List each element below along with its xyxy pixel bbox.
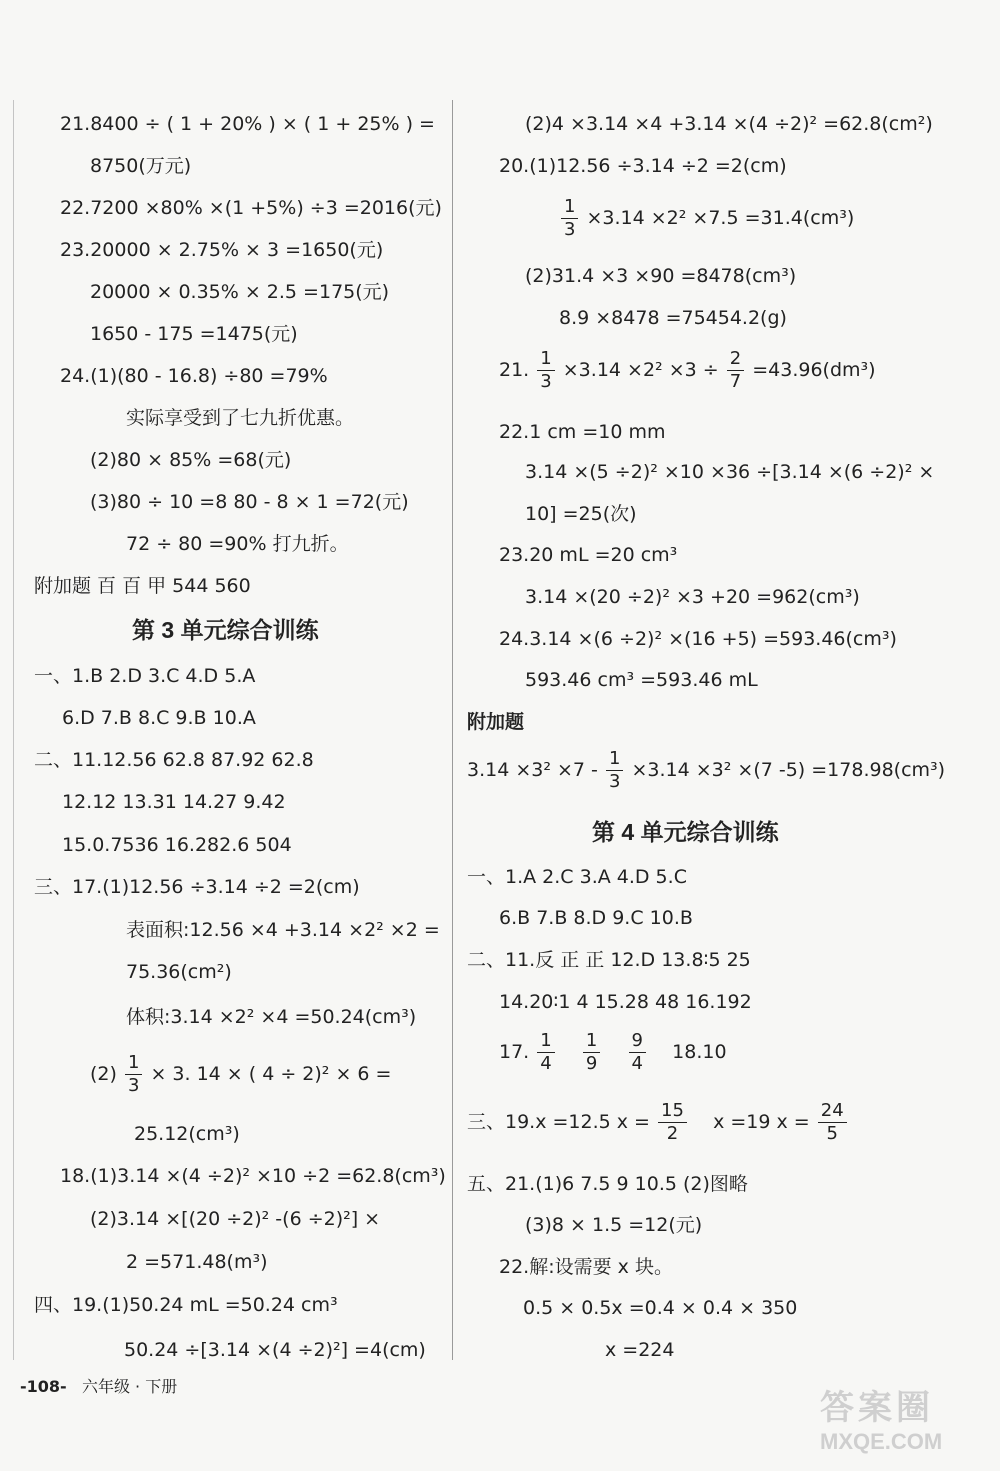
- answer-line: 14.20∶1 4 15.28 48 16.192: [499, 991, 752, 1013]
- answer-line: 1650 - 175 =1475(元): [90, 323, 298, 345]
- numerator: 2: [727, 348, 744, 371]
- answer-line: 22.7200 ×80% ×(1 +5%) ÷3 =2016(元): [60, 197, 442, 219]
- answer-line: 24.3.14 ×(6 ÷2)² ×(16 +5) =593.46(cm³): [499, 628, 897, 650]
- answer-line: 22.1 cm =10 mm: [499, 421, 666, 443]
- answer-line: (2)31.4 ×3 ×90 =8478(cm³): [525, 265, 797, 287]
- answer-line: (2)80 × 85% =68(元): [90, 449, 292, 471]
- text-segment: ×3.14 ×2² ×7.5 =31.4(cm³): [586, 207, 855, 229]
- grade-label: 六年级 · 下册: [81, 1377, 178, 1396]
- text-segment: 3.14 ×3² ×7 -: [467, 759, 598, 781]
- answer-line: (2)3.14 ×[(20 ÷2)² -(6 ÷2)²] ×: [90, 1208, 381, 1230]
- fraction: [658, 1100, 687, 1145]
- text-segment: ×3.14 ×3² ×(7 -5) =178.98(cm³): [631, 759, 946, 781]
- text-segment: x =19 x =: [713, 1111, 810, 1133]
- text-segment: =43.96(dm³): [752, 359, 876, 381]
- answer-line: 24.(1)(80 - 16.8) ÷80 =79%: [60, 365, 328, 387]
- answer-line: 25.12(cm³): [134, 1123, 240, 1145]
- numerator: 1: [537, 348, 554, 371]
- answer-line: 实际享受到了七九折优惠。: [126, 407, 355, 429]
- bonus-heading: 附加题: [467, 711, 525, 733]
- bonus-answer-line: 附加题 百 百 甲 544 560: [34, 575, 251, 597]
- fraction: [537, 348, 554, 393]
- fraction: [537, 1030, 554, 1075]
- watermark-logo: 答案圈: [820, 1389, 934, 1427]
- answer-line: 21.8400 ÷ ( 1 + 20% ) × ( 1 + 25% ) =: [60, 113, 435, 135]
- unit-4-title: 第 4 单元综合训练: [592, 819, 779, 845]
- fraction: [629, 1030, 646, 1075]
- page-footer: [20, 1374, 177, 1397]
- answer-line: (2)4 ×3.14 ×4 +3.14 ×(4 ÷2)² =62.8(cm²): [525, 113, 933, 135]
- unit-3-title: 第 3 单元综合训练: [132, 617, 319, 643]
- column-divider: [452, 100, 453, 1360]
- answer-line: 二、11.反 正 正 12.D 13.8∶5 25: [467, 949, 751, 971]
- answer-line: 一、1.A 2.C 3.A 4.D 5.C: [467, 866, 687, 888]
- answer-line: x =224: [605, 1339, 675, 1361]
- watermark: [820, 1380, 990, 1460]
- fraction: [561, 196, 578, 241]
- answer-line: 72 ÷ 80 =90% 打九折。: [126, 533, 349, 555]
- denominator: 3: [127, 1075, 140, 1096]
- answer-line: 8.9 ×8478 =75454.2(g): [559, 307, 787, 329]
- answer-line: 2 =571.48(m³): [126, 1251, 268, 1273]
- answer-line: 8750(万元): [90, 155, 192, 177]
- answer-line: 593.46 cm³ =593.46 mL: [525, 669, 758, 691]
- text-segment: 三、19.x =12.5 x =: [467, 1111, 650, 1133]
- answer-line: 0.5 × 0.5x =0.4 × 0.4 × 350: [523, 1297, 798, 1319]
- numerator: 1: [606, 748, 623, 771]
- denominator: 9: [585, 1053, 598, 1074]
- text-segment: (2): [90, 1063, 117, 1085]
- answer-line: 四、19.(1)50.24 mL =50.24 cm³: [34, 1294, 338, 1316]
- text-segment: 21.: [499, 359, 530, 381]
- answer-line: 表面积:12.56 ×4 +3.14 ×2² ×2 =: [126, 919, 440, 941]
- answer-line: 23.20 mL =20 cm³: [499, 544, 678, 566]
- numerator: 1: [561, 196, 578, 219]
- denominator: 3: [540, 371, 552, 392]
- numerator: 1: [583, 1030, 600, 1053]
- answer-line: [499, 1030, 727, 1075]
- answer-line: [467, 748, 945, 793]
- numerator: 1: [125, 1052, 142, 1075]
- fraction: [606, 748, 623, 793]
- answer-line: 3.14 ×(20 ÷2)² ×3 +20 =962(cm³): [525, 586, 860, 608]
- fraction: [583, 1030, 600, 1075]
- answer-line: [559, 196, 854, 241]
- answer-line: 20000 × 0.35% × 2.5 =175(元): [90, 281, 390, 303]
- answer-line: 18.(1)3.14 ×(4 ÷2)² ×10 ÷2 =62.8(cm³): [60, 1165, 446, 1187]
- answer-line: 23.20000 × 2.75% × 3 =1650(元): [60, 239, 384, 261]
- numerator: 24: [818, 1100, 847, 1123]
- fraction: [727, 348, 744, 393]
- answer-line: (3)80 ÷ 10 =8 80 - 8 × 1 =72(元): [90, 491, 409, 513]
- text-segment: × 3. 14 × ( 4 ÷ 2)² × 6 =: [150, 1063, 392, 1085]
- numerator: 9: [629, 1030, 646, 1053]
- answer-line: [467, 1100, 849, 1145]
- denominator: 3: [564, 219, 576, 240]
- answer-line: 6.D 7.B 8.C 9.B 10.A: [62, 707, 256, 729]
- denominator: 4: [631, 1053, 643, 1074]
- numerator: 15: [658, 1100, 687, 1123]
- answer-line: [499, 348, 876, 393]
- text-segment: 18.10: [672, 1041, 727, 1063]
- answer-line: 10] =25(次): [525, 503, 637, 525]
- answer-line: [90, 1052, 391, 1097]
- denominator: 2: [666, 1123, 679, 1144]
- answer-line: 三、17.(1)12.56 ÷3.14 ÷2 =2(cm): [34, 876, 360, 898]
- watermark-site: MXQE.COM: [820, 1429, 943, 1454]
- fraction: [125, 1052, 142, 1097]
- answer-line: 体积:3.14 ×2² ×4 =50.24(cm³): [126, 1006, 417, 1028]
- numerator: 1: [537, 1030, 554, 1053]
- answer-line: 12.12 13.31 14.27 9.42: [62, 791, 286, 813]
- answer-line: 50.24 ÷[3.14 ×(4 ÷2)²] =4(cm): [124, 1339, 426, 1361]
- denominator: 3: [608, 771, 621, 792]
- fraction: [818, 1100, 847, 1145]
- answer-line: 20.(1)12.56 ÷3.14 ÷2 =2(cm): [499, 155, 787, 177]
- answer-line: 3.14 ×(5 ÷2)² ×10 ×36 ÷[3.14 ×(6 ÷2)² ×: [525, 461, 935, 483]
- page-margin-rule: [13, 100, 14, 1360]
- answer-line: 22.解:设需要 x 块。: [499, 1256, 673, 1278]
- page-number: -108-: [20, 1377, 67, 1396]
- text-segment: ×3.14 ×2² ×3 ÷: [562, 359, 719, 381]
- answer-line: 二、11.12.56 62.8 87.92 62.8: [34, 749, 314, 771]
- answer-line: 15.0.7536 16.282.6 504: [62, 834, 292, 856]
- denominator: 7: [729, 371, 742, 392]
- denominator: 4: [540, 1053, 552, 1074]
- text-segment: 17.: [499, 1041, 530, 1063]
- answer-line: 6.B 7.B 8.D 9.C 10.B: [499, 907, 693, 929]
- denominator: 5: [826, 1123, 838, 1144]
- answer-line: (3)8 × 1.5 =12(元): [525, 1214, 703, 1236]
- answer-line: 一、1.B 2.D 3.C 4.D 5.A: [34, 665, 256, 687]
- answer-line: 75.36(cm²): [126, 961, 232, 983]
- answer-line: 五、21.(1)6 7.5 9 10.5 (2)图略: [467, 1173, 748, 1195]
